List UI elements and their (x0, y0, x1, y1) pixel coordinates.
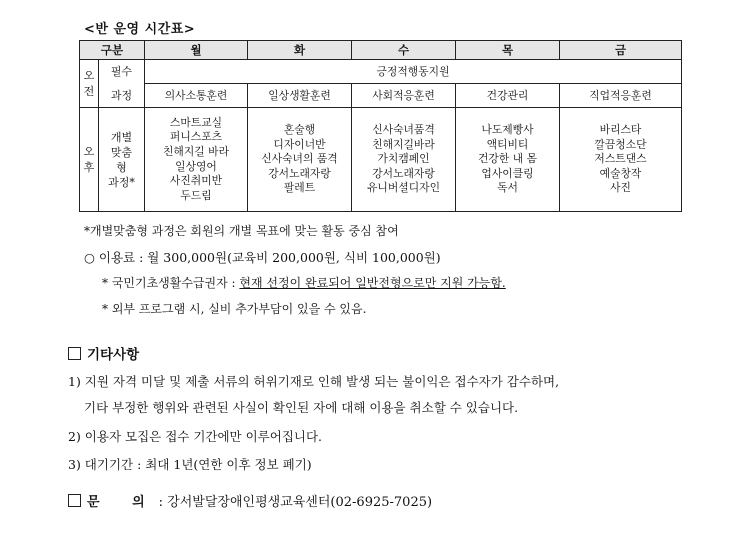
inquiry (68, 491, 432, 510)
pm-period-label: 오 후 (80, 108, 99, 212)
custom-course-label: 개별 맞춤 형 과정* (99, 108, 145, 212)
pm-class-cell-wed: 신사숙녀품격 친해지길바라 가치캠페인 강서노래자랑 유니버셜디자인 (352, 108, 456, 212)
header-day: 수 (352, 41, 456, 60)
basic-recipient-note: * 국민기초생활수급권자 : 현재 선정이 완료되어 일반전형으로만 지원 가능함. (102, 276, 506, 290)
am-class-cell: 일상생활훈련 (248, 84, 352, 108)
pm-class-cell-thu: 나도제빵사 액티비티 건강한 내 몸 업사이클링 독서 (456, 108, 560, 212)
etc-item-3: 3) 대기기간 : 최대 1년(연한 이후 정보 폐기) (68, 457, 312, 472)
pm-class-cell-mon: 스마트교실 퍼니스포츠 친해지길 바라 일상영어 사진취미반 두드림 (145, 108, 248, 212)
inquiry-label: 문 의 (87, 495, 159, 510)
required-course-label: 필수 과정 (99, 60, 145, 108)
etc-heading: 기타사항 (68, 343, 139, 363)
am-class-cell: 직업적응훈련 (560, 84, 682, 108)
checkbox-square-icon (68, 347, 81, 360)
pm-class-cell-tue: 혼술행 디자이너반 신사숙녀의 품격 강서노래자랑 팔레트 (248, 108, 352, 212)
am-period-label: 오 전 (80, 60, 99, 108)
etc-item-1-cont: 기타 부정한 행위와 관련된 사실이 확인된 자에 대해 이용을 취소할 수 있습니다. (84, 400, 519, 415)
schedule-title: <반 운영 시간표> (84, 22, 196, 37)
header-day: 월 (145, 41, 248, 60)
am-class-cell: 건강관리 (456, 84, 560, 108)
header-category: 구분 (80, 41, 145, 60)
am-class-cell: 의사소통훈련 (145, 84, 248, 108)
etc-item-1: 1) 지원 자격 미달 및 제출 서류의 허위기재로 인해 발생 되는 불이익은 접수자가 감수하며, (68, 374, 560, 389)
inquiry-value: : 강서발달장애인평생교육센터(02-6925-7025) (158, 495, 433, 510)
header-day: 화 (248, 41, 352, 60)
am-class-cell: 사회적응훈련 (352, 84, 456, 108)
schedule-table (79, 40, 682, 212)
pm-class-cell-fri: 바리스타 깔끔청소단 저스트댄스 예술창작 사진 (560, 108, 682, 212)
custom-course-note: *개별맞춤형 과정은 회원의 개별 목표에 맞는 활동 중심 참여 (84, 224, 399, 238)
common-class: 긍정적행동지원 (145, 60, 682, 84)
header-day: 금 (560, 41, 682, 60)
checkbox-square-icon (68, 494, 81, 507)
header-day: 목 (456, 41, 560, 60)
fee-info: ○ 이용료 : 월 300,000원(교육비 200,000원, 식비 100,000원) (84, 250, 441, 265)
etc-item-2: 2) 이용자 모집은 접수 기간에만 이루어집니다. (68, 429, 323, 444)
external-program-note: * 외부 프로그램 시, 실비 추가부담이 있을 수 있음. (102, 302, 367, 316)
